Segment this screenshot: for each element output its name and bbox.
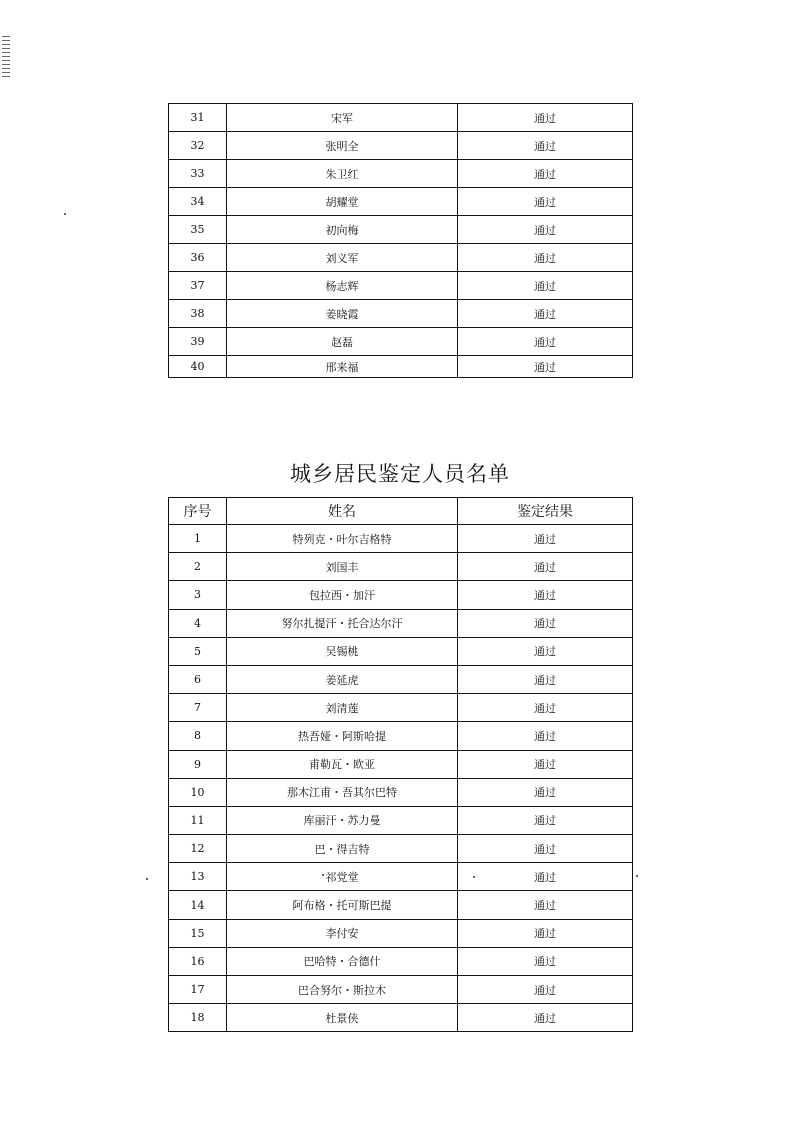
cell-serial-no: 6 (169, 665, 227, 693)
cell-name: 刘义军 (227, 244, 458, 272)
table-row (169, 104, 633, 132)
table-row (169, 637, 633, 665)
table-row (169, 665, 633, 693)
roster-table-body (169, 104, 633, 378)
cell-serial-no: 4 (169, 609, 227, 637)
cell-serial-no: 12 (169, 835, 227, 863)
cell-name: 刘国丰 (227, 553, 458, 581)
table-header-row (169, 498, 633, 525)
cell-result: 通过 (458, 722, 633, 750)
cell-result: 通过 (458, 863, 633, 891)
table-row (169, 244, 633, 272)
cell-name: 李付安 (227, 919, 458, 947)
cell-serial-no: 14 (169, 891, 227, 919)
cell-name: 巴合努尔・斯拉木 (227, 976, 458, 1004)
table-row (169, 581, 633, 609)
cell-name: 库丽汗・苏力曼 (227, 806, 458, 834)
cell-serial-no: 31 (169, 104, 227, 132)
cell-serial-no: 34 (169, 188, 227, 216)
table-row (169, 863, 633, 891)
table-row (169, 300, 633, 328)
cell-result: 通过 (458, 835, 633, 863)
cell-name: 朱卫红 (227, 160, 458, 188)
cell-name: 努尔扎提汗・托合达尔汗 (227, 609, 458, 637)
cell-result: 通过 (458, 244, 633, 272)
cell-result: 通过 (458, 581, 633, 609)
cell-name: 阿布格・托可斯巴提 (227, 891, 458, 919)
cell-result: 通过 (458, 750, 633, 778)
table-row (169, 919, 633, 947)
cell-result: 通过 (458, 216, 633, 244)
scan-speck (146, 878, 148, 880)
scan-speck (64, 213, 66, 215)
scan-speck (636, 875, 638, 877)
cell-serial-no: 37 (169, 272, 227, 300)
cell-result: 通过 (458, 272, 633, 300)
cell-result: 通过 (458, 300, 633, 328)
cell-name: 包拉西・加汗 (227, 581, 458, 609)
cell-name: 热吾娅・阿斯哈提 (227, 722, 458, 750)
table-row (169, 216, 633, 244)
cell-serial-no: 9 (169, 750, 227, 778)
cell-result: 通过 (458, 976, 633, 1004)
cell-result: 通过 (458, 525, 633, 553)
cell-name: 姜延虎 (227, 665, 458, 693)
table-row (169, 694, 633, 722)
table-row (169, 722, 633, 750)
cell-name: 赵磊 (227, 328, 458, 356)
header-result: 鉴定结果 (458, 498, 633, 525)
cell-name: 初向梅 (227, 216, 458, 244)
cell-result: 通过 (458, 104, 633, 132)
table-row (169, 188, 633, 216)
urban-rural-roster-table (168, 497, 633, 1032)
cell-serial-no: 38 (169, 300, 227, 328)
table-row (169, 806, 633, 834)
cell-serial-no: 1 (169, 525, 227, 553)
cell-result: 通过 (458, 778, 633, 806)
cell-result: 通过 (458, 694, 633, 722)
cell-serial-no: 13 (169, 863, 227, 891)
cell-name: 巴哈特・合德什 (227, 947, 458, 975)
cell-result: 通过 (458, 947, 633, 975)
cell-result: 通过 (458, 609, 633, 637)
cell-name: 那木江甫・吾其尔巴特 (227, 778, 458, 806)
table-row (169, 609, 633, 637)
scan-edge-marks (2, 36, 10, 80)
cell-result: 通过 (458, 188, 633, 216)
cell-serial-no: 36 (169, 244, 227, 272)
cell-serial-no: 35 (169, 216, 227, 244)
table-row (169, 1004, 633, 1032)
table-row (169, 835, 633, 863)
cell-result: 通过 (458, 132, 633, 160)
cell-name: 邢来福 (227, 356, 458, 378)
cell-serial-no: 16 (169, 947, 227, 975)
cell-serial-no: 39 (169, 328, 227, 356)
cell-name: 杨志辉 (227, 272, 458, 300)
table-row (169, 328, 633, 356)
table-row (169, 976, 633, 1004)
cell-name: 吴锡桃 (227, 637, 458, 665)
cell-name: 甫勒瓦・欧亚 (227, 750, 458, 778)
table-row (169, 160, 633, 188)
table-row (169, 272, 633, 300)
cell-name: 宋军 (227, 104, 458, 132)
cell-serial-no: 32 (169, 132, 227, 160)
table-row (169, 750, 633, 778)
cell-name: 祁党堂 (227, 863, 458, 891)
cell-result: 通过 (458, 891, 633, 919)
header-serial-no: 序号 (169, 498, 227, 525)
table-row (169, 778, 633, 806)
cell-serial-no: 17 (169, 976, 227, 1004)
cell-result: 通过 (458, 553, 633, 581)
cell-name: 姜晓霞 (227, 300, 458, 328)
cell-result: 通过 (458, 160, 633, 188)
table-row (169, 891, 633, 919)
roster-table-continued (168, 103, 633, 378)
cell-serial-no: 5 (169, 637, 227, 665)
cell-name: 巴・得吉特 (227, 835, 458, 863)
table-row (169, 947, 633, 975)
table-row (169, 132, 633, 160)
cell-result: 通过 (458, 665, 633, 693)
cell-serial-no: 7 (169, 694, 227, 722)
roster-table-body (169, 525, 633, 1032)
cell-name: 张明全 (227, 132, 458, 160)
cell-serial-no: 2 (169, 553, 227, 581)
cell-result: 通过 (458, 806, 633, 834)
cell-name: 杜景侠 (227, 1004, 458, 1032)
cell-serial-no: 11 (169, 806, 227, 834)
cell-result: 通过 (458, 1004, 633, 1032)
cell-name: 刘清莲 (227, 694, 458, 722)
cell-serial-no: 18 (169, 1004, 227, 1032)
cell-serial-no: 40 (169, 356, 227, 378)
cell-serial-no: 8 (169, 722, 227, 750)
table-row (169, 553, 633, 581)
cell-result: 通过 (458, 637, 633, 665)
section-title: 城乡居民鉴定人员名单 (290, 462, 510, 486)
cell-serial-no: 10 (169, 778, 227, 806)
table-row (169, 525, 633, 553)
cell-result: 通过 (458, 328, 633, 356)
cell-result: 通过 (458, 356, 633, 378)
header-name: 姓名 (227, 498, 458, 525)
cell-name: 胡耀堂 (227, 188, 458, 216)
cell-name: 特列克・叶尔吉格特 (227, 525, 458, 553)
table-row (169, 356, 633, 378)
cell-result: 通过 (458, 919, 633, 947)
cell-serial-no: 3 (169, 581, 227, 609)
cell-serial-no: 15 (169, 919, 227, 947)
cell-serial-no: 33 (169, 160, 227, 188)
